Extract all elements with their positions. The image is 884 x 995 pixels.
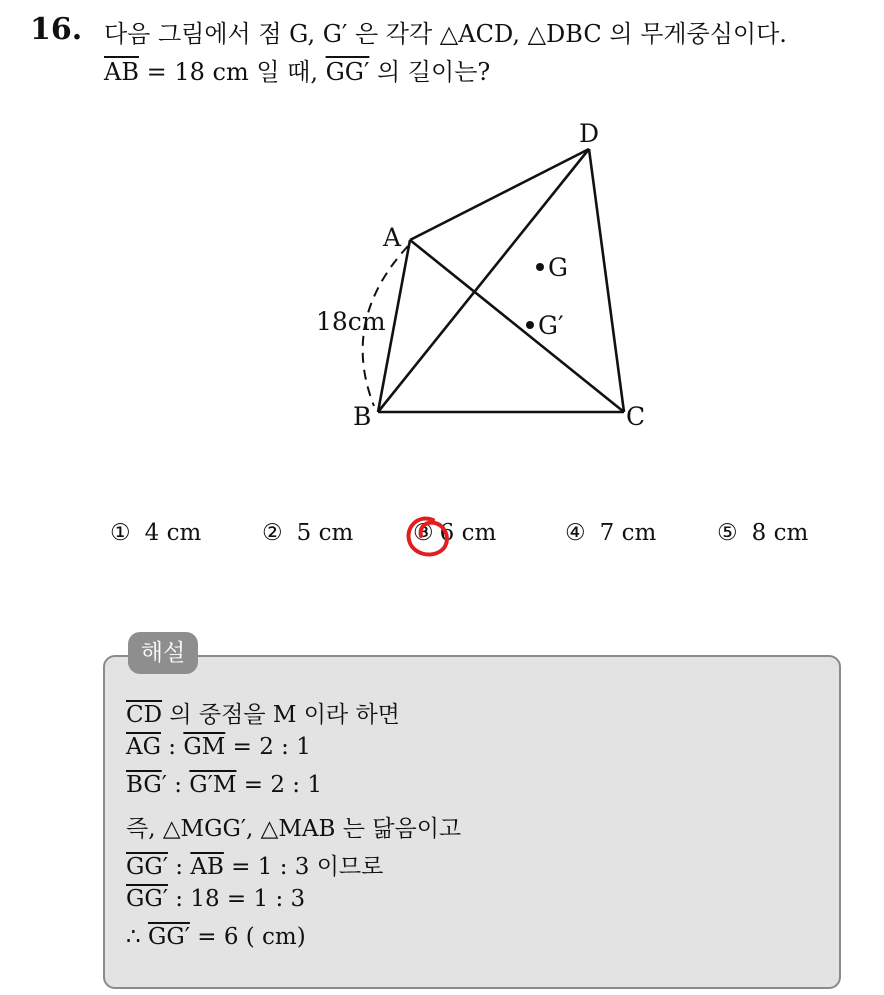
- point-gprime-dot: [526, 321, 534, 329]
- question-number: 16.: [30, 12, 83, 47]
- choice-5[interactable]: [717, 520, 808, 546]
- segment-gg: GG′: [147, 924, 190, 950]
- choice-4-text: 7 cm: [599, 520, 657, 546]
- edge-ad: [410, 149, 589, 240]
- label-d: D: [579, 119, 600, 148]
- segment-gprime-m: G′M: [189, 772, 237, 798]
- segment-ab: $\overline{AB}$: [104, 58, 139, 86]
- ratio-colon: ′ :: [161, 772, 190, 798]
- label-length: 18cm: [316, 307, 386, 336]
- solution-line-6: [126, 886, 305, 912]
- solution-line-5: [126, 848, 383, 881]
- question-text-line1: 다음 그림에서 점 G, G′ 은 각각 △ACD, △DBC 의 무게중심이다.: [104, 20, 787, 48]
- label-a: A: [383, 223, 402, 252]
- segment-gg: GG′: [325, 58, 370, 86]
- answer-mark-stroke: [409, 519, 447, 555]
- solution-tab: 해설: [128, 632, 198, 674]
- label-b: B: [353, 402, 372, 431]
- ratio-colon: :: [167, 854, 191, 880]
- final-answer: = 6 ( cm): [189, 924, 306, 950]
- choice-3-text: 6 cm: [439, 520, 497, 546]
- choice-2[interactable]: [262, 520, 353, 546]
- segment-cd: $\overline{CD}$: [126, 702, 163, 728]
- answer-circle-mark: [403, 512, 453, 562]
- ratio-colon: :: [160, 734, 184, 760]
- solution-line-7: [126, 924, 306, 950]
- choice-1-number: ①: [110, 520, 131, 546]
- point-g-dot: [536, 263, 544, 271]
- segment-gg: GG′: [126, 854, 168, 880]
- label-g: G: [548, 253, 568, 282]
- choice-1-text: 4 cm: [144, 520, 202, 546]
- choice-4[interactable]: [565, 520, 656, 546]
- solution-line-1-text: 의 중점을 M 이라 하면: [162, 702, 400, 728]
- segment-bg: $\overline{BG}$: [126, 772, 162, 798]
- ratio-value: = 1 : 3 이므로: [223, 854, 384, 880]
- label-gprime: G′: [538, 311, 564, 340]
- choice-5-text: 8 cm: [751, 520, 809, 546]
- choice-3-number: ③: [413, 520, 434, 546]
- solution-line-2: [126, 734, 311, 760]
- choice-2-number: ②: [262, 520, 283, 546]
- choice-5-number: ⑤: [717, 520, 738, 546]
- segment-gg: GG′: [126, 886, 168, 912]
- ratio-value: = 2 : 1: [236, 772, 322, 798]
- segment-ab: $\overline{AB}$: [190, 854, 224, 880]
- question-ask: 의 길이는?: [369, 58, 491, 86]
- question-condition: = 18 cm 일 때,: [138, 58, 326, 86]
- therefore-symbol: ∴: [126, 924, 148, 950]
- ratio-value: : 18 = 1 : 3: [167, 886, 306, 912]
- diagonal-ac: [410, 240, 624, 412]
- edge-dc: [589, 149, 624, 412]
- choice-2-text: 5 cm: [296, 520, 354, 546]
- ratio-value: = 2 : 1: [225, 734, 311, 760]
- label-c: C: [626, 402, 646, 431]
- solution-line-4: 즉, △MGG′, △MAB 는 닮음이고: [126, 816, 462, 842]
- solution-line-3: [126, 772, 322, 798]
- solution-line-1: [126, 696, 400, 729]
- segment-gm: $\overline{GM}$: [183, 734, 226, 760]
- choice-4-number: ④: [565, 520, 586, 546]
- choice-1[interactable]: [110, 520, 201, 546]
- segment-ag: $\overline{AG}$: [126, 734, 161, 760]
